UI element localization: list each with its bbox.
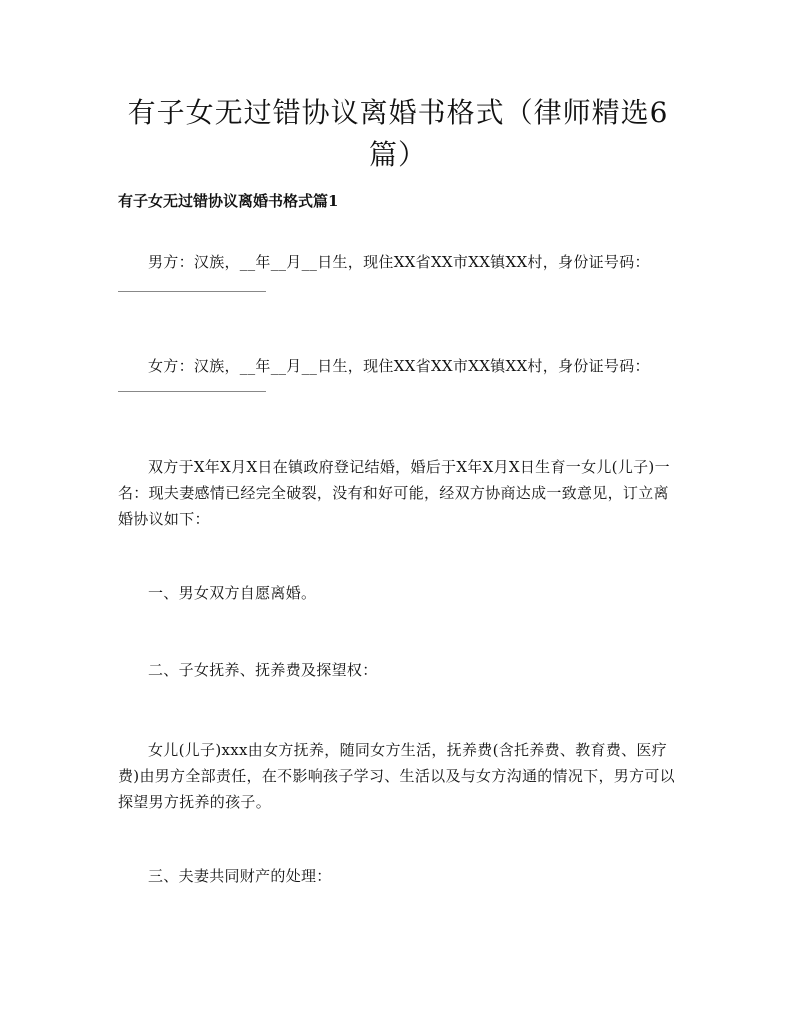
- item-2-heading: 二、子女抚养、抚养费及探望权：: [148, 661, 378, 679]
- male-party-paragraph: 男方：汉族，__年__月__日生，现住XX省XX市XX镇XX村，身份证号码：: [148, 253, 650, 271]
- section-heading: 有子女无过错协议离婚书格式篇1: [118, 192, 339, 210]
- female-party-paragraph: 女方：汉族，__年__月__日生，现住XX省XX市XX镇XX村，身份证号码：: [148, 357, 650, 375]
- male-id-blank-line: [118, 291, 266, 292]
- item-2-detail-paragraph: 女儿(儿子)xxx由女方抚养，随同女方生活，抚养费(含托养费、教育费、医疗费)由男方全部责任，在不影响孩子学习、生活以及与女方沟通的情况下，男方可以探望男方抚养的孩子。: [118, 741, 675, 811]
- female-id-blank-line: [118, 391, 266, 392]
- background-paragraph: 双方于X年X月X日在镇政府登记结婚，婚后于X年X月X日生育一女儿(儿子)一名：现夫妻感情已经完全破裂，没有和好可能，经双方协商达成一致意见，订立离婚协议如下：: [118, 458, 670, 528]
- item-3-heading: 三、夫妻共同财产的处理：: [148, 867, 332, 885]
- item-1-paragraph: 一、男女双方自愿离婚。: [148, 584, 317, 602]
- document-title: 有子女无过错协议离婚书格式（律师精选6篇）: [127, 96, 669, 171]
